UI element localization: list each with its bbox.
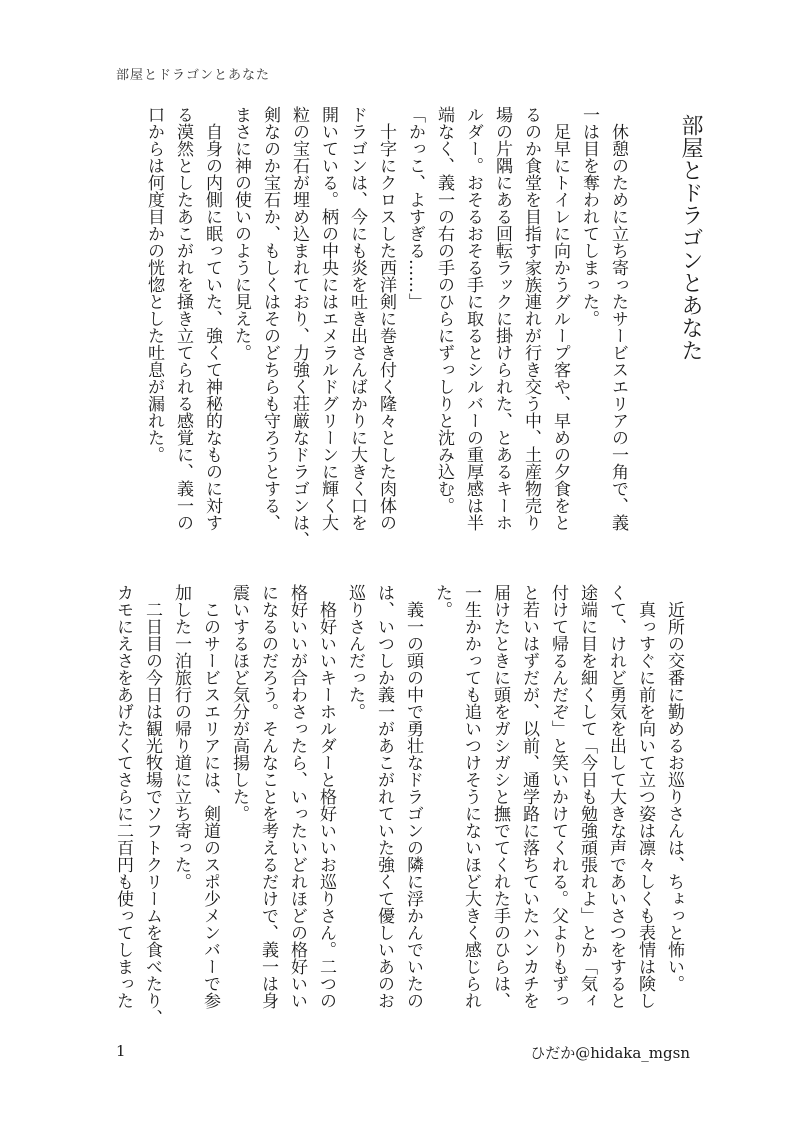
text-column: ルダー。おそるおそる手に取るとシルバーの重厚感は半 [463,106,483,531]
text-column: 格好いいが合わさったら、いったいどれほどの格好いい [287,584,307,1009]
text-column: 格好いいキーホルダーと格好いいお巡りさん。二つの [316,601,336,1009]
text-column: 届けたときに頭をガシガシと撫でてくれた手のひらは、 [490,584,510,1009]
text-column: 場の片隅にある回転ラックに掛けられた、とあるキーホ [492,106,512,531]
page-number: 1 [116,1042,126,1060]
text-column: くて、けれど勇気を出して大きな声であいさつをすると [606,584,626,1009]
text-column: 剣なのか宝石か、もしくはそのどちらも守ろうとする、 [260,106,280,531]
text-column: た。 [432,584,452,618]
text-column: 一生かかっても追いつけそうにないほど大きく感じられ [461,584,481,1009]
text-column: ドラゴンは、今にも炎を吐き出さんばかりに大きく口を [347,106,367,531]
text-column: 巡りさんだった。 [345,584,365,720]
running-head: 部屋とドラゴンとあなた [116,68,271,83]
text-column: 義一の頭の中で勇壮なドラゴンの隣に浮かんでいたの [403,601,423,1009]
text-column: 端なく、義一の右の手のひらにずっしりと沈み込む。 [434,106,454,514]
text-column: 二日目の今日は観光牧場でソフトクリームを食べたり、 [142,601,162,1026]
text-column: になるのだろう。そんなことを考えるだけで、義一は身 [258,584,278,1009]
text-column: と若いはずだが、以前、通学路に落ちていたハンカチを [519,584,539,1009]
text-column: 途端に目を細くして「今日も勉強頑張れよ」とか「気ィ [577,584,597,1009]
text-column: 粒の宝石が埋め込まれており、力強く荘厳なドラゴンは、 [289,106,309,548]
text-column: 休憩のために立ち寄ったサービスエリアの一角で、義 [608,123,628,531]
text-column: カモにえさをあげたくてさらに二百円も使ってしまった [113,584,133,1009]
text-column: 自身の内側に眠っていた、強くて神秘的なものに対す [202,123,222,531]
text-column: まさに神の使いのように見えた。 [231,106,251,361]
text-column: る漠然としたあこがれを掻き立てられる感覚に、義一の [173,106,193,531]
text-column: 開いている。柄の中央にはエメラルドグリーンに輝く大 [318,106,338,531]
text-column: 一は目を奪われてしまった。 [579,106,599,327]
text-column: 真っすぐに前を向いて立つ姿は凛々しくも表情は険し [635,601,655,1009]
text-column: 付けて帰るんだぞ」と笑いかけてくれる。父よりもずっ [548,584,568,1009]
text-column: 「かっこ、よすぎる……」 [405,106,425,310]
text-column: るのか食堂を目指す家族連れが行き交う中、土産物売り [521,106,541,531]
text-column: 加した一泊旅行の帰り道に立ち寄った。 [171,584,191,890]
text-column: 震いするほど気分が高揚した。 [229,584,249,822]
story-title: 部屋とドラゴンとあなた [678,114,703,362]
author-credit: ひだか@hidaka_mgsn [530,1044,690,1062]
text-column: 十字にクロスした西洋剣に巻き付く隆々とした肉体の [376,123,396,531]
text-column: は、いつしか義一があこがれていた強くて優しいあのお [374,584,394,1009]
text-column: 口からは何度目かの恍惚とした吐息が漏れた。 [144,106,164,463]
text-column: 近所の交番に勤めるお巡りさんは、ちょっと怖い。 [664,601,684,992]
text-column: 足早にトイレに向かうグループ客や、早めの夕食をと [550,123,570,531]
text-column: このサービスエリアには、剣道のスポ少メンバーで参 [200,601,220,1009]
